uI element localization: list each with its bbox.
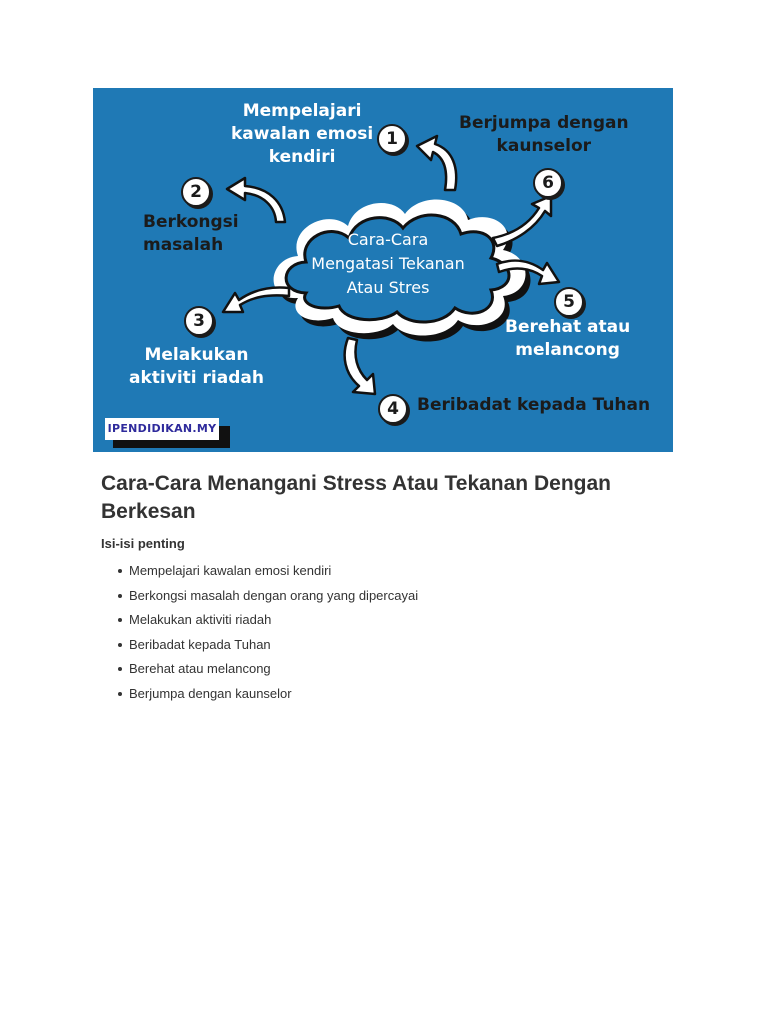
list-item: Berehat atau melancong xyxy=(101,658,418,683)
item-5-label: Berehat atau melancong xyxy=(505,317,631,360)
list-item: Berjumpa dengan kaunselor xyxy=(101,683,418,708)
subheading: Isi-isi penting xyxy=(101,536,185,551)
item-4-label: Beribadat kepada Tuhan xyxy=(417,395,651,415)
item-6-number: 6 xyxy=(533,168,563,198)
list-item: Berkongsi masalah dengan orang yang dipercayai xyxy=(101,585,418,610)
key-points-list xyxy=(101,560,418,708)
infographic-center-title: Cara-Cara Mengatasi Tekanan Atau Stres xyxy=(311,230,465,297)
item-2-label: Berkongsi masalah xyxy=(143,212,239,255)
brand-logo: IPENDIDIKAN.MY xyxy=(105,418,219,440)
item-1-label: Mempelajari kawalan emosi kendiri xyxy=(231,101,374,167)
item-2-number: 2 xyxy=(181,177,211,207)
article-title: Cara-Cara Menangani Stress Atau Tekanan Dengan Berkesan xyxy=(101,472,611,523)
list-item: Melakukan aktiviti riadah xyxy=(101,609,418,634)
item-6-label: Berjumpa dengan kaunselor xyxy=(459,113,629,156)
arrow-4 xyxy=(345,338,375,394)
item-1-number: 1 xyxy=(377,124,407,154)
stress-infographic xyxy=(93,88,673,452)
item-4-number: 4 xyxy=(378,394,408,424)
list-item: Beribadat kepada Tuhan xyxy=(101,634,418,659)
list-item: Mempelajari kawalan emosi kendiri xyxy=(101,560,418,585)
item-3-label: Melakukan aktiviti riadah xyxy=(129,345,264,388)
item-3-number: 3 xyxy=(184,306,214,336)
item-5-number: 5 xyxy=(554,287,584,317)
arrow-1 xyxy=(417,136,456,190)
